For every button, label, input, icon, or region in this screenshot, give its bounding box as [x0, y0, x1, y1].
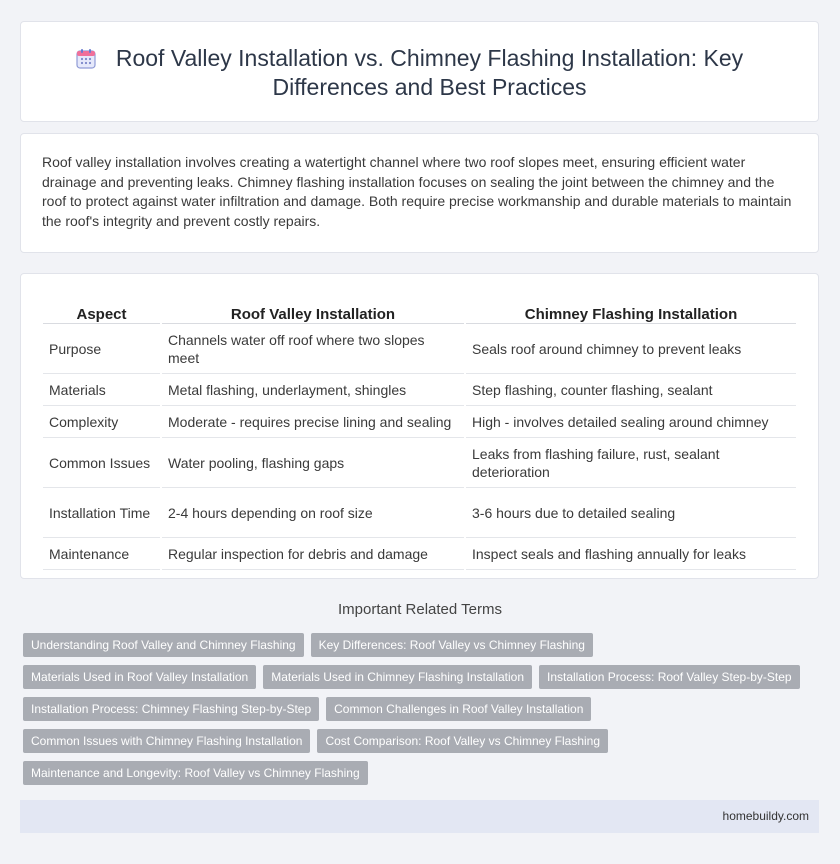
intro-paragraph: Roof valley installation involves creating a watertight channel where two roof slopes meet, ensuring efficient water drainage and preventing leaks. Chimney flashing installation focuses on sealing the joint between the chimney and the roof to protect against water infiltration and damage. Both require precise workmanship and durable materials to maintain the roof's integrity and prevent costly repairs.	[42, 154, 792, 229]
table-row	[43, 538, 796, 570]
table-row	[43, 324, 796, 374]
table-cell: Materials	[43, 374, 160, 406]
intro-card	[20, 133, 819, 253]
header-roof-valley: Roof Valley Installation	[162, 293, 464, 324]
footer-site-link[interactable]: homebuildy.com	[722, 809, 809, 823]
table-cell: Installation Time	[43, 488, 160, 538]
table-cell: Regular inspection for debris and damage	[162, 538, 464, 570]
related-term-tag[interactable]: Installation Process: Chimney Flashing Step-by-Step	[23, 697, 319, 721]
table-cell: Common Issues	[43, 438, 160, 488]
table-cell: Purpose	[43, 324, 160, 374]
related-term-tag[interactable]: Maintenance and Longevity: Roof Valley vs Chimney Flashing	[23, 761, 368, 785]
table-cell: Water pooling, flashing gaps	[162, 438, 464, 488]
table-row	[43, 488, 796, 538]
related-term-tag[interactable]: Common Issues with Chimney Flashing Installation	[23, 729, 310, 753]
table-row	[43, 374, 796, 406]
table-header-row	[43, 293, 796, 324]
table-cell: Channels water off roof where two slopes meet	[162, 324, 464, 374]
table-cell: Maintenance	[43, 538, 160, 570]
table-cell: Step flashing, counter flashing, sealant	[466, 374, 796, 406]
related-terms-heading: Important Related Terms	[338, 601, 502, 618]
related-terms-list	[23, 633, 813, 785]
table-cell: 3-6 hours due to detailed sealing	[466, 488, 796, 538]
related-term-tag[interactable]: Materials Used in Roof Valley Installation	[23, 665, 256, 689]
related-term-tag[interactable]: Understanding Roof Valley and Chimney Flashing	[23, 633, 304, 657]
header-aspect: Aspect	[43, 293, 160, 324]
table-cell: 2-4 hours depending on roof size	[162, 488, 464, 538]
related-term-tag[interactable]: Materials Used in Chimney Flashing Installation	[263, 665, 532, 689]
table-cell: Complexity	[43, 406, 160, 438]
page-title: Roof Valley Installation vs. Chimney Flashing Installation: Key Differences and Best Practices	[115, 45, 744, 100]
header-chimney-flashing: Chimney Flashing Installation	[466, 293, 796, 324]
table-cell: Moderate - requires precise lining and sealing	[162, 406, 464, 438]
table-row	[43, 438, 796, 488]
table-cell: Inspect seals and flashing annually for leaks	[466, 538, 796, 570]
table-cell: Metal flashing, underlayment, shingles	[162, 374, 464, 406]
related-term-tag[interactable]: Key Differences: Roof Valley vs Chimney Flashing	[311, 633, 593, 657]
related-term-tag[interactable]: Cost Comparison: Roof Valley vs Chimney Flashing	[317, 729, 608, 753]
table-cell: Seals roof around chimney to prevent leaks	[466, 324, 796, 374]
title-card	[20, 21, 819, 122]
related-term-tag[interactable]: Installation Process: Roof Valley Step-by-Step	[539, 665, 800, 689]
footer	[20, 800, 819, 833]
table-cell: High - involves detailed sealing around chimney	[466, 406, 796, 438]
table-row	[43, 406, 796, 438]
related-term-tag[interactable]: Common Challenges in Roof Valley Installation	[326, 697, 591, 721]
comparison-table-card	[20, 273, 819, 579]
comparison-table	[41, 293, 798, 570]
table-cell: Leaks from flashing failure, rust, sealant deterioration	[466, 438, 796, 488]
